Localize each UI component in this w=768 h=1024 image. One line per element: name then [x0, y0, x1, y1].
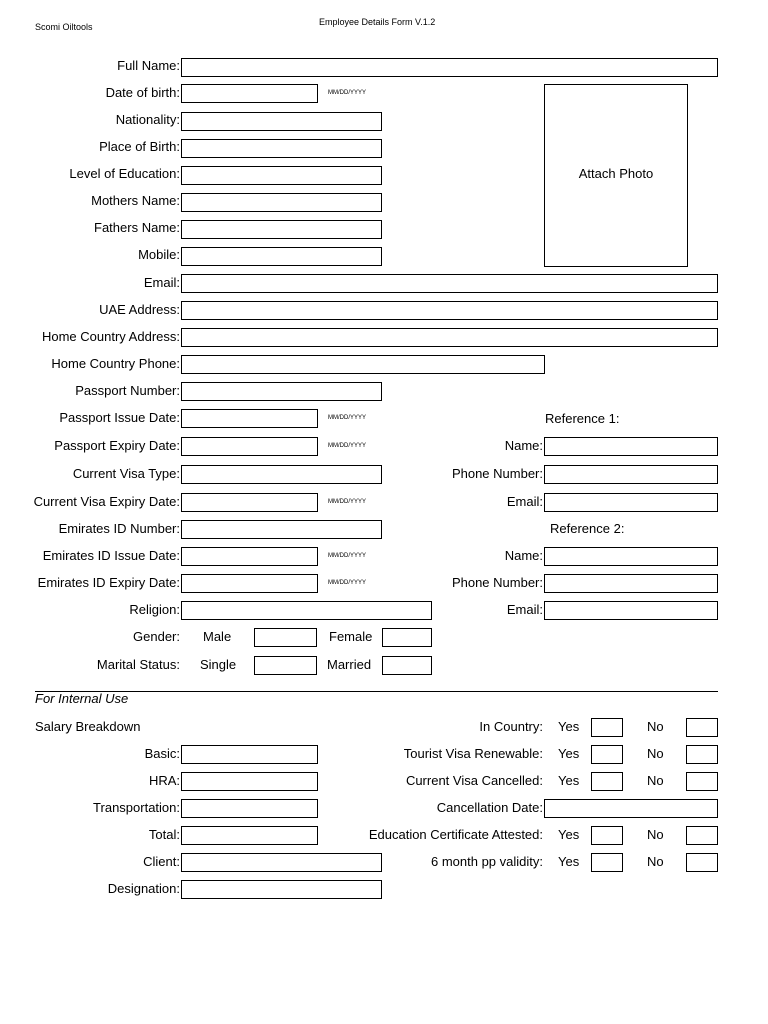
in-country-yes-label: Yes	[558, 719, 580, 734]
ref1-email-label: Email:	[506, 494, 543, 509]
uae-address-field[interactable]	[181, 301, 718, 320]
passport-issue-field[interactable]	[181, 409, 318, 428]
designation-field[interactable]	[181, 880, 382, 899]
company-name: Scomi Oiltools	[35, 22, 93, 32]
edu-cert-yes-box[interactable]	[591, 826, 623, 845]
designation-label: Designation:	[107, 881, 180, 896]
pp-validity-label: 6 month pp validity:	[430, 854, 543, 869]
eid-issue-field[interactable]	[181, 547, 318, 566]
in-country-yes-box[interactable]	[591, 718, 623, 737]
client-label: Client:	[143, 854, 180, 869]
marital-married-box[interactable]	[382, 656, 432, 675]
ref1-email-field[interactable]	[544, 493, 718, 512]
marital-married-label: Married	[327, 657, 372, 672]
ref2-email-label: Email:	[506, 602, 543, 617]
hra-field[interactable]	[181, 772, 318, 791]
mothers-name-label: Mothers Name:	[91, 193, 180, 208]
email-label: Email:	[143, 275, 180, 290]
form-title: Employee Details Form V.1.2	[319, 17, 436, 27]
basic-field[interactable]	[181, 745, 318, 764]
tourist-visa-label: Tourist Visa Renewable:	[403, 746, 543, 761]
passport-expiry-label: Passport Expiry Date:	[54, 438, 180, 453]
passport-issue-hint: MM/DD/YYYY	[328, 415, 367, 421]
dob-label: Date of birth:	[105, 85, 180, 100]
section-divider	[35, 691, 718, 692]
fathers-name-label: Fathers Name:	[94, 220, 180, 235]
cancellation-date-label: Cancellation Date:	[436, 800, 543, 815]
ref2-name-field[interactable]	[544, 547, 718, 566]
visa-type-field[interactable]	[181, 465, 382, 484]
visa-cancelled-no-label: No	[647, 773, 664, 788]
ref1-phone-label: Phone Number:	[451, 466, 543, 481]
passport-issue-label: Passport Issue Date:	[59, 410, 180, 425]
attach-photo-label: Attach Photo	[578, 166, 654, 181]
uae-address-label: UAE Address:	[99, 302, 180, 317]
marital-single-box[interactable]	[254, 656, 317, 675]
ref2-phone-field[interactable]	[544, 574, 718, 593]
visa-type-label: Current Visa Type:	[72, 466, 180, 481]
reference-2-title: Reference 2:	[550, 521, 625, 536]
total-field[interactable]	[181, 826, 318, 845]
visa-cancelled-no-box[interactable]	[686, 772, 718, 791]
tourist-visa-no-label: No	[647, 746, 664, 761]
ref1-name-label: Name:	[504, 438, 543, 453]
gender-female-label: Female	[329, 629, 373, 644]
mobile-field[interactable]	[181, 247, 382, 266]
in-country-no-label: No	[647, 719, 664, 734]
mobile-label: Mobile:	[138, 247, 180, 262]
basic-label: Basic:	[144, 746, 180, 761]
home-address-field[interactable]	[181, 328, 718, 347]
ref1-phone-field[interactable]	[544, 465, 718, 484]
visa-cancelled-yes-box[interactable]	[591, 772, 623, 791]
place-of-birth-label: Place of Birth:	[99, 139, 180, 154]
gender-label: Gender:	[133, 629, 180, 644]
home-phone-label: Home Country Phone:	[51, 356, 180, 371]
fathers-name-field[interactable]	[181, 220, 382, 239]
marital-label: Marital Status:	[96, 657, 180, 672]
edu-cert-no-label: No	[647, 827, 664, 842]
in-country-label: In Country:	[479, 719, 543, 734]
visa-expiry-hint: MM/DD/YYYY	[328, 499, 367, 505]
nationality-field[interactable]	[181, 112, 382, 131]
visa-cancelled-label: Current Visa Cancelled:	[405, 773, 543, 788]
salary-breakdown-title: Salary Breakdown	[35, 719, 141, 734]
religion-label: Religion:	[129, 602, 180, 617]
pp-validity-no-box[interactable]	[686, 853, 718, 872]
in-country-no-box[interactable]	[686, 718, 718, 737]
place-of-birth-field[interactable]	[181, 139, 382, 158]
eid-number-field[interactable]	[181, 520, 382, 539]
visa-cancelled-yes-label: Yes	[558, 773, 580, 788]
dob-field[interactable]	[181, 84, 318, 103]
home-phone-field[interactable]	[181, 355, 545, 374]
dob-format-hint: MM/DD/YYYY	[328, 90, 367, 96]
edu-cert-label: Education Certificate Attested:	[368, 827, 543, 842]
reference-1-title: Reference 1:	[545, 411, 620, 426]
transportation-field[interactable]	[181, 799, 318, 818]
gender-male-label: Male	[203, 629, 232, 644]
marital-single-label: Single	[200, 657, 237, 672]
gender-male-box[interactable]	[254, 628, 317, 647]
eid-issue-label: Emirates ID Issue Date:	[42, 548, 180, 563]
photo-box[interactable]	[544, 84, 688, 267]
education-field[interactable]	[181, 166, 382, 185]
internal-use-title: For Internal Use	[35, 691, 129, 706]
passport-expiry-hint: MM/DD/YYYY	[328, 443, 367, 449]
eid-expiry-hint: MM/DD/YYYY	[328, 580, 367, 586]
eid-expiry-field[interactable]	[181, 574, 318, 593]
total-label: Total:	[148, 827, 180, 842]
education-label: Level of Education:	[69, 166, 180, 181]
home-address-label: Home Country Address:	[41, 329, 180, 344]
tourist-visa-yes-box[interactable]	[591, 745, 623, 764]
pp-validity-yes-label: Yes	[558, 854, 580, 869]
ref2-email-field[interactable]	[544, 601, 718, 620]
edu-cert-yes-label: Yes	[558, 827, 580, 842]
pp-validity-yes-box[interactable]	[591, 853, 623, 872]
tourist-visa-yes-label: Yes	[558, 746, 580, 761]
eid-issue-hint: MM/DD/YYYY	[328, 553, 367, 559]
ref1-name-field[interactable]	[544, 437, 718, 456]
email-field[interactable]	[181, 274, 718, 293]
full-name-label: Full Name:	[117, 58, 180, 73]
eid-number-label: Emirates ID Number:	[58, 521, 180, 536]
ref2-name-label: Name:	[504, 548, 543, 563]
cancellation-date-field[interactable]	[544, 799, 718, 818]
eid-expiry-label: Emirates ID Expiry Date:	[37, 575, 180, 590]
transportation-label: Transportation:	[93, 800, 180, 815]
gender-female-box[interactable]	[382, 628, 432, 647]
visa-expiry-field[interactable]	[181, 493, 318, 512]
ref2-phone-label: Phone Number:	[451, 575, 543, 590]
passport-number-field[interactable]	[181, 382, 382, 401]
full-name-field[interactable]	[181, 58, 718, 77]
nationality-label: Nationality:	[115, 112, 180, 127]
client-field[interactable]	[181, 853, 382, 872]
visa-expiry-label: Current Visa Expiry Date:	[33, 494, 180, 509]
mothers-name-field[interactable]	[181, 193, 382, 212]
tourist-visa-no-box[interactable]	[686, 745, 718, 764]
edu-cert-no-box[interactable]	[686, 826, 718, 845]
passport-number-label: Passport Number:	[75, 383, 180, 398]
pp-validity-no-label: No	[647, 854, 664, 869]
passport-expiry-field[interactable]	[181, 437, 318, 456]
religion-field[interactable]	[181, 601, 432, 620]
hra-label: HRA:	[148, 773, 180, 788]
